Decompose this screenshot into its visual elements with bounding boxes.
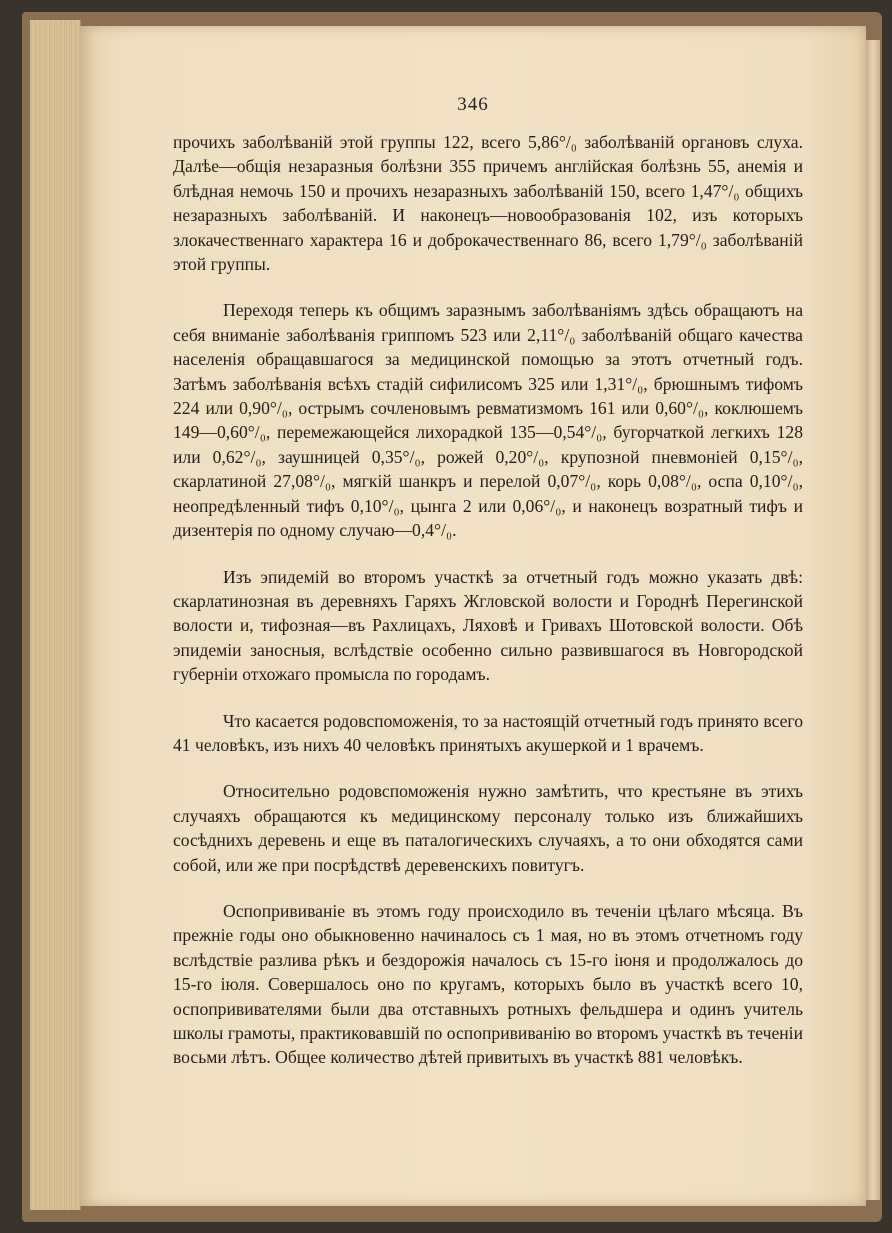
book-page bbox=[80, 26, 866, 1206]
page-edges-right bbox=[866, 40, 880, 1200]
paragraph-obstetrics: Что касается родовспоможенія, то за настоящій отчетный годъ принято всего 41 человѣкъ, изъ нихъ 40 человѣкъ принятыхъ акушеркой и 1 врачемъ. bbox=[173, 710, 803, 755]
paragraph-vaccination: Оспопрививаніе въ этомъ году происходило въ теченіи цѣлаго мѣсяца. Въ прежніе годы оно обыкновенно начиналось съ 1 мая, но въ этомъ отчетномъ году вслѣдствіе разлива рѣкъ и бездорожія началось съ 15-го іюня и продолжалось до 15-го іюля. Совершалось оно по кругамъ, которыхъ было въ участкѣ всего 10, оспопрививателями были два отставныхъ ротныхъ фельдшера и одинъ учитель школы грамоты, практиковавшій по оспопрививанію во второмъ участкѣ въ теченіи восьми лѣтъ. Общее количество дѣтей привитыхъ въ участкѣ 881 человѣкъ. bbox=[173, 900, 803, 1068]
page-edges-left bbox=[30, 20, 81, 1210]
paragraph-continuation: прочихъ заболѣваній этой группы 122, всего 5,86°/₀ заболѣваній органовъ слуха. Далѣе—общія незаразныя болѣзни 355 причемъ англійская болѣзнь 55, анемія и блѣдная немочь 150 и прочихъ незаразныхъ заболѣваній 150, всего 1,47°/₀ общихъ незаразныхъ заболѣваній. И наконецъ—новообразованія 102, изъ которыхъ злокачественнаго характера 16 и доброкачественнаго 86, всего 1,79°/₀ заболѣваній этой группы. bbox=[173, 132, 803, 275]
page-number: 346 bbox=[457, 94, 489, 115]
page-text bbox=[173, 130, 803, 1070]
paragraph-epidemics: Изъ эпидемій во второмъ участкѣ за отчетный годъ можно указать двѣ: скарлатинозная въ деревняхъ Гаряхъ Жгловской волости и Городнѣ Перегинской волости и, тифозная—въ Рахлицахъ, Ляховѣ и Гривахъ Шотовской волости. Обѣ эпидеміи заносныя, вслѣдствіе особенно сильно развившагося въ Новгородской губерніи отхожаго промысла по городамъ. bbox=[173, 566, 803, 685]
paragraph-contagious-diseases: Переходя теперь къ общимъ заразнымъ заболѣваніямъ здѣсь обращаютъ на себя вниманіе заболѣванія гриппомъ 523 или 2,11°/₀ заболѣваній общаго качества населенія обращавшагося за медицинской помощью за этотъ отчетный годъ. Затѣмъ заболѣванія всѣхъ стадій сифилисомъ 325 или 1,31°/₀, брюшнымъ тифомъ 224 или 0,90°/₀, острымъ сочленовымъ ревматизмомъ 161 или 0,60°/₀, коклюшемъ 149—0,60°/₀, перемежающейся лихорадкой 135—0,54°/₀, бугорчаткой легкихъ 128 или 0,62°/₀, заушницей 0,35°/₀, рожей 0,20°/₀, крупозной пневмоніей 0,15°/₀, скарлатиной 27,08°/₀, мягкій шанкръ и перелой 0,07°/₀, корь 0,08°/₀, оспа 0,10°/₀, неопредѣленный тифъ 0,10°/₀, цынга 2 или 0,06°/₀, и наконецъ возратный тифъ и дизентерія по одному случаю—0,4°/₀. bbox=[173, 300, 803, 541]
paragraph-obstetrics-remarks: Относительно родовспоможенія нужно замѣтить, что крестьяне въ этихъ случаяхъ обращаются къ медицинскому персоналу только изъ ближайшихъ сосѣднихъ деревень и еще въ паталогическихъ случаяхъ, а то они обходятся сами собой, или же при посрѣдствѣ деревенскихъ повитугъ. bbox=[173, 781, 803, 875]
